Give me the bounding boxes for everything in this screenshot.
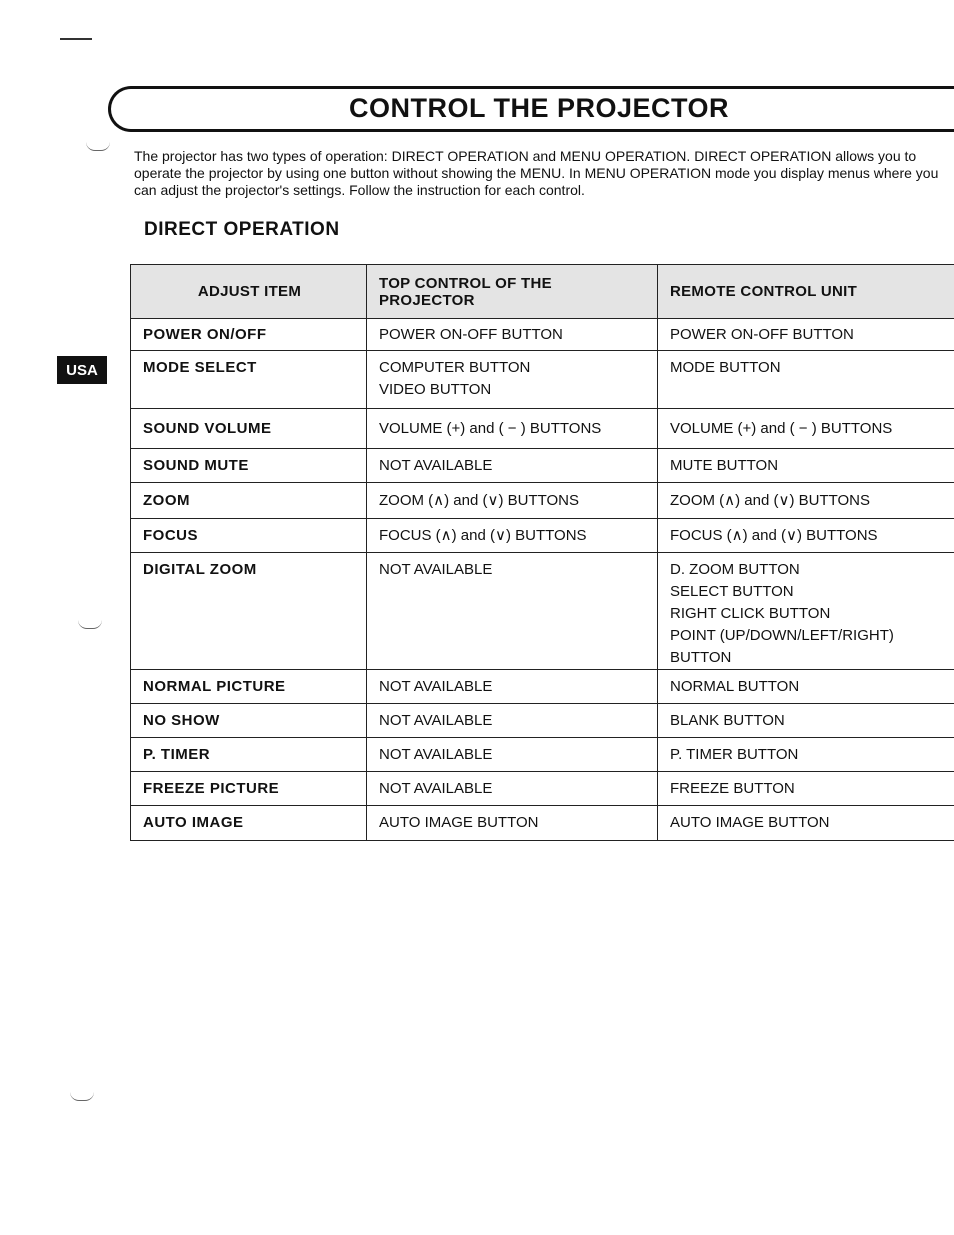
top-control-cell [367, 553, 658, 670]
adjust-item-cell: POWER ON/OFF [131, 319, 367, 351]
cell-line: NOT AVAILABLE [379, 677, 493, 695]
cell-line: VIDEO BUTTON [379, 381, 492, 398]
top-control-cell [367, 449, 658, 483]
margin-mark [86, 142, 110, 151]
adjust-item-cell: P. TIMER [131, 738, 367, 772]
adjust-item-cell: NORMAL PICTURE [131, 670, 367, 704]
section-heading: DIRECT OPERATION [144, 219, 340, 240]
top-control-cell [367, 319, 658, 351]
cell-line: NOT AVAILABLE [379, 711, 493, 729]
cell-line: AUTO IMAGE BUTTON [670, 814, 830, 831]
top-control-cell [367, 409, 658, 449]
top-control-cell [367, 351, 658, 409]
table-row [131, 670, 954, 704]
cell-line: NOT AVAILABLE [379, 779, 493, 797]
cell-line: NOT AVAILABLE [379, 745, 493, 763]
remote-control-cell [658, 351, 954, 409]
remote-control-cell [658, 319, 954, 351]
cell-line: VOLUME (+) and ( − ) BUTTONS [670, 419, 893, 437]
top-control-cell [367, 704, 658, 738]
cell-line: FREEZE BUTTON [670, 779, 795, 797]
cell-line: POWER ON-OFF BUTTON [670, 325, 854, 343]
adjust-item-cell: MODE SELECT [131, 351, 367, 409]
header-remote-control: REMOTE CONTROL UNIT [658, 265, 954, 319]
direct-operation-table [130, 264, 954, 841]
remote-control-cell [658, 738, 954, 772]
adjust-item-cell: FOCUS [131, 519, 367, 553]
table-row [131, 806, 954, 841]
remote-control-cell [658, 519, 954, 553]
adjust-item-cell: DIGITAL ZOOM [131, 553, 367, 670]
top-control-cell [367, 483, 658, 519]
table-row [131, 409, 954, 449]
top-control-cell [367, 670, 658, 704]
table-row [131, 772, 954, 806]
table-row [131, 553, 954, 670]
margin-mark [70, 1092, 94, 1101]
top-control-cell [367, 806, 658, 841]
remote-control-cell [658, 772, 954, 806]
cell-line: BLANK BUTTON [670, 711, 785, 729]
cell-line: D. ZOOM BUTTON [670, 561, 800, 578]
cell-line: MUTE BUTTON [670, 456, 779, 474]
cell-line: FOCUS (∧) and (∨) BUTTONS [670, 526, 878, 544]
adjust-item-cell: ZOOM [131, 483, 367, 519]
remote-control-cell [658, 553, 954, 670]
table-row [131, 319, 954, 351]
top-control-cell [367, 738, 658, 772]
adjust-item-cell: FREEZE PICTURE [131, 772, 367, 806]
cell-line: P. TIMER BUTTON [670, 745, 799, 763]
adjust-item-cell: SOUND MUTE [131, 449, 367, 483]
table-row [131, 351, 954, 409]
table-row [131, 483, 954, 519]
cell-line: NOT AVAILABLE [379, 561, 493, 578]
margin-mark [78, 620, 102, 629]
cell-line: FOCUS (∧) and (∨) BUTTONS [379, 526, 587, 544]
cell-line: SELECT BUTTON [670, 583, 794, 600]
cell-line: AUTO IMAGE BUTTON [379, 814, 539, 831]
cell-line: POWER ON-OFF BUTTON [379, 325, 563, 343]
top-control-cell [367, 772, 658, 806]
remote-control-cell [658, 483, 954, 519]
cell-line: ZOOM (∧) and (∨) BUTTONS [670, 491, 871, 509]
cell-line: POINT (UP/DOWN/LEFT/RIGHT) BUTTON [670, 627, 894, 666]
table-row [131, 519, 954, 553]
title-banner [108, 86, 954, 132]
adjust-item-cell: SOUND VOLUME [131, 409, 367, 449]
intro-paragraph: The projector has two types of operation: DIRECT OPERATION and MENU OPERATION. DIRECT OPERATION allows you to operate the projector by using one button without showing the MENU. In MENU OPERATION mode you display menus where you can adjust the projector's settings. Follow the instruction for each control. [134, 148, 939, 198]
remote-control-cell [658, 806, 954, 841]
cell-line: VOLUME (+) and ( − ) BUTTONS [379, 419, 602, 437]
adjust-item-cell: NO SHOW [131, 704, 367, 738]
remote-control-cell [658, 449, 954, 483]
page-title: CONTROL THE PROJECTOR [349, 93, 730, 123]
cell-line: NORMAL BUTTON [670, 677, 800, 695]
remote-control-cell [658, 704, 954, 738]
cell-line: NOT AVAILABLE [379, 456, 493, 474]
remote-control-cell [658, 670, 954, 704]
usa-side-tab: USA [57, 356, 107, 384]
adjust-item-cell: AUTO IMAGE [131, 806, 367, 841]
table-row [131, 704, 954, 738]
cell-line: ZOOM (∧) and (∨) BUTTONS [379, 491, 580, 509]
cell-line: COMPUTER BUTTON [379, 359, 531, 376]
page-corner-mark [60, 38, 92, 40]
cell-line: RIGHT CLICK BUTTON [670, 605, 831, 622]
cell-line: MODE BUTTON [670, 359, 781, 376]
top-control-cell [367, 519, 658, 553]
table-row [131, 449, 954, 483]
table-row [131, 738, 954, 772]
remote-control-cell [658, 409, 954, 449]
table-header-row [131, 265, 954, 319]
header-adjust-item: ADJUST ITEM [131, 265, 367, 319]
header-top-control: TOP CONTROL OF THE PROJECTOR [367, 265, 658, 319]
